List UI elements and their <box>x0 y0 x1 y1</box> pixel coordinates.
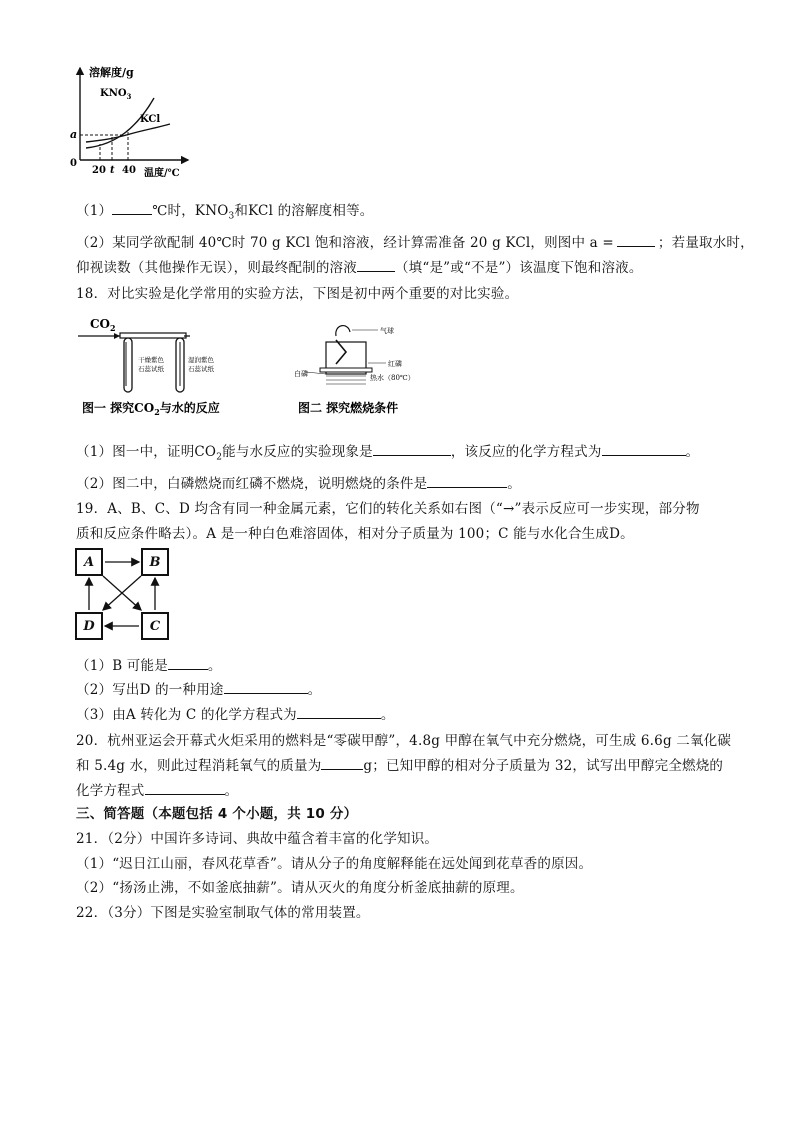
q19-stem-line1: 19．A、B、C、D 均含有同一种金属元素，它们的转化关系如右图（“→”表示反应可一步实现，部分物 <box>76 501 700 517</box>
q17-part1: （1） ℃时，$KNO_3$和KCl 的溶解度相等。 <box>76 203 374 222</box>
box-a: A <box>75 548 103 576</box>
blank-equation-1[interactable] <box>602 442 686 456</box>
kcl-label: KCl <box>140 114 161 125</box>
blank-condition[interactable] <box>427 474 507 488</box>
tick-t: t <box>110 165 115 176</box>
svg-text:热水（80℃）: 热水（80℃） <box>370 374 415 382</box>
tick-40: 40 <box>122 165 136 176</box>
blank-phenomenon[interactable] <box>373 442 451 456</box>
blank-a-value[interactable] <box>617 233 655 247</box>
blank-b[interactable] <box>168 656 208 670</box>
q19-part1: （1）B 可能是 。 <box>76 658 222 674</box>
figure-2-combustion <box>290 318 440 420</box>
svg-text:湿润紫色: 湿润紫色 <box>188 356 214 364</box>
svg-text:CO2: $CO_2$ <box>90 317 116 333</box>
svg-text:气球: 气球 <box>380 327 394 335</box>
svg-text:干燥紫色: 干燥紫色 <box>138 356 164 364</box>
tick-20: 20 <box>92 165 106 176</box>
q21-stem: 21．（2分）中国许多诗词、典故中蕴含着丰富的化学知识。 <box>76 831 439 847</box>
q19-part3: （3）由A 转化为 C 的化学方程式为 。 <box>76 707 395 723</box>
a-label: a <box>70 128 78 141</box>
q21-part2: （2）“扬汤止沸，不如釜底抽薪”。请从灭火的角度分析釜底抽薪的原理。 <box>76 880 524 896</box>
q22-stem: 22．（3分）下图是实验室制取气体的常用装置。 <box>76 905 370 921</box>
svg-text:白磷: 白磷 <box>294 370 308 378</box>
q19-stem-line2: 质和反应条件略去）。A 是一种白色难溶固体，相对分子质量为 100；C 能与水化合生成D。 <box>76 526 634 542</box>
box-b: B <box>141 548 169 576</box>
box-d: D <box>75 612 103 640</box>
figure-2-caption: 图二 探究燃烧条件 <box>298 401 399 415</box>
blank-equation-3[interactable] <box>145 781 225 795</box>
svg-text:石蕊试纸: 石蕊试纸 <box>138 365 164 373</box>
q20-line1: 20．杭州亚运会开幕式火炬采用的燃料是“零碳甲醇”，4.8g 甲醇在氧气中充分燃烧，可生成 6.6g 二氧化碳 <box>76 733 732 749</box>
figure-1-caption: 图一 探究$CO_2$与水的反应 <box>82 401 220 417</box>
q18-stem: 18．对比实验是化学常用的实验方法，下图是初中两个重要的对比实验。 <box>76 286 519 302</box>
box-c: C <box>141 612 169 640</box>
blank-d-use[interactable] <box>224 680 308 694</box>
q17-part2-line2: 仰视读数（其他操作无误），则最终配制的溶液 （填“是”或“不是”）该温度下饱和溶液。 <box>76 260 643 276</box>
q17-part2-line1: （2）某同学欲配制 40℃时 70 g KCl 饱和溶液，经计算需准备 20 g KCl，则图中 a = ；若量取水时， <box>76 235 754 251</box>
origin-label: 0 <box>70 158 77 169</box>
q18-part1: （1）图一中，证明$CO_2$能与水反应的实验现象是 ，该反应的化学方程式为 。 <box>76 444 700 463</box>
blank-oxygen-mass[interactable] <box>321 756 363 770</box>
q20-line2: 和 5.4g 水，则此过程消耗氧气的质量为 g；已知甲醇的相对分子质量为 32，试写出甲醇完全燃烧的 <box>76 758 724 774</box>
svg-text:石蕊试纸: 石蕊试纸 <box>188 365 214 373</box>
graph-ylabel: 溶解度/g <box>89 66 134 79</box>
solubility-graph <box>64 62 204 180</box>
conversion-arrows <box>75 548 171 640</box>
q21-part1: （1）“迟日江山丽，春风花草香”。请从分子的角度解释能在远处闻到花草香的原因。 <box>76 856 593 872</box>
blank-equation-2[interactable] <box>297 705 381 719</box>
graph-xlabel: 温度/℃ <box>144 168 180 179</box>
blank-saturated[interactable] <box>357 258 395 272</box>
q19-part2: （2）写出D 的一种用途 。 <box>76 682 322 698</box>
section-3-heading: 三、简答题（本题包括 4 个小题，共 10 分） <box>76 806 358 822</box>
svg-text:红磷: 红磷 <box>388 360 402 368</box>
q20-line3: 化学方程式 。 <box>76 783 239 799</box>
blank-temperature[interactable] <box>112 201 152 215</box>
q18-part2: （2）图二中，白磷燃烧而红磷不燃烧，说明燃烧的条件是 。 <box>76 476 521 492</box>
figure-1-co2-water <box>76 312 276 420</box>
kno3-label: $KNO_3$ <box>100 88 132 101</box>
